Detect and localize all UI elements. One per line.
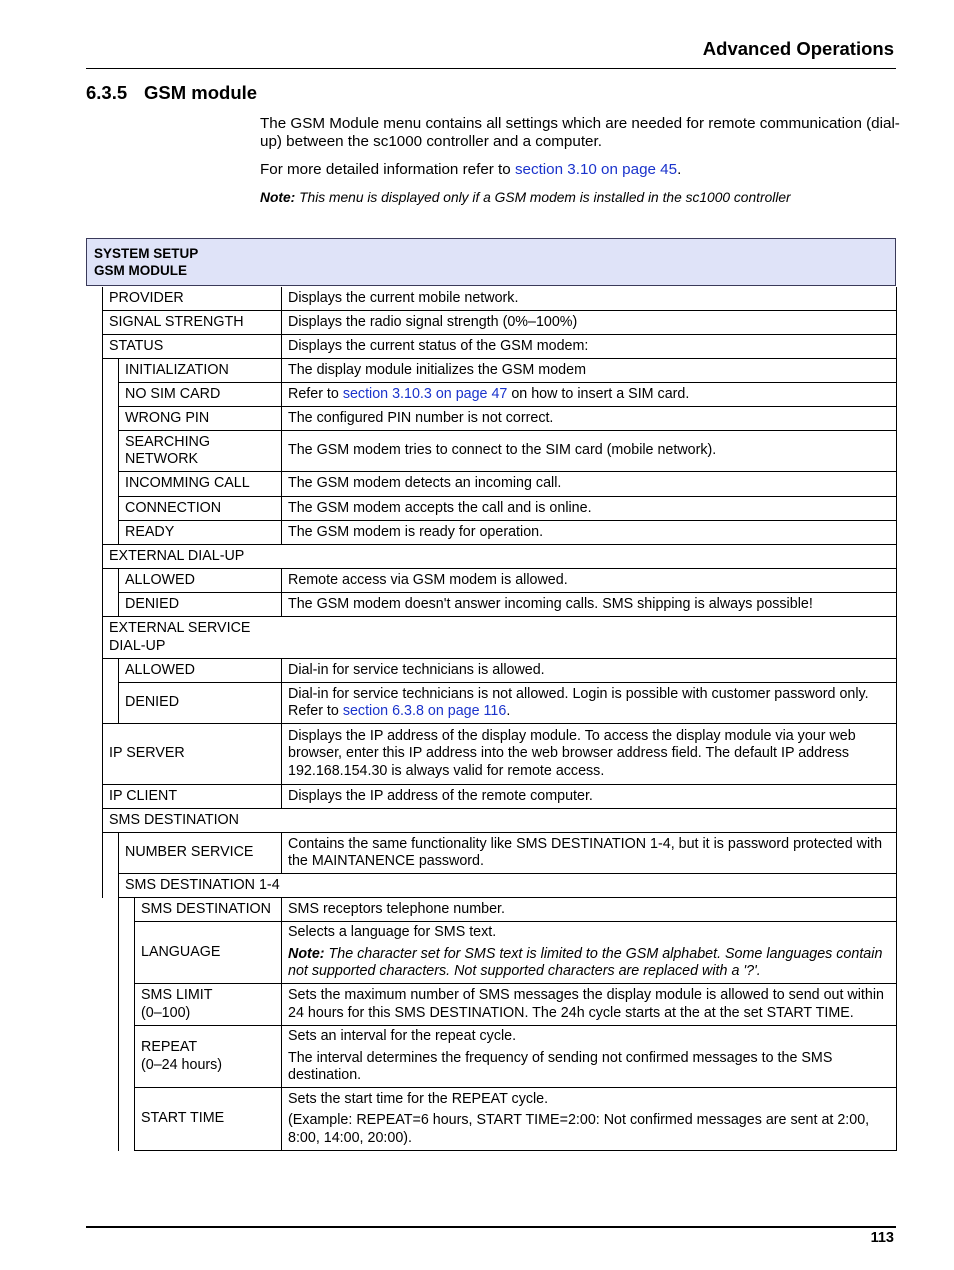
option-label: SMS DESTINATION bbox=[102, 809, 897, 833]
option-description: The GSM modem tries to connect to the SIM card (mobile network). bbox=[281, 431, 897, 472]
option-description: Dial-in for service technicians is not allowed. Login is possible with customer password only. Refer to section 6.3.8 on page 116. bbox=[281, 683, 897, 724]
section-number: 6.3.5 bbox=[86, 82, 128, 103]
option-description: Remote access via GSM modem is allowed. bbox=[281, 569, 897, 593]
table-row bbox=[0, 724, 954, 785]
option-label: CONNECTION bbox=[118, 497, 281, 521]
table-row bbox=[0, 833, 954, 874]
table-row bbox=[0, 407, 954, 431]
table-row bbox=[0, 521, 954, 545]
section-heading bbox=[86, 82, 257, 104]
table-row bbox=[0, 984, 954, 1026]
option-description: Displays the IP address of the display module. To access the display module via your web browser, enter this IP address into the web browser address field. The default IP address 192.168.154.30 is always valid for remote access. bbox=[281, 724, 897, 785]
option-description: The GSM modem accepts the call and is online. bbox=[281, 497, 897, 521]
option-label: ALLOWED bbox=[118, 659, 281, 683]
option-description: Sets the start time for the REPEAT cycle. (Example: REPEAT=6 hours, START TIME=2:00: Not confirmed messages are sent at 2:00, 8:00, 14:00, 20:00). bbox=[281, 1088, 897, 1151]
section-link[interactable]: section 3.10.3 on page 47 bbox=[342, 385, 508, 402]
option-label: SMS DESTINATION bbox=[134, 898, 281, 922]
indent-spacer bbox=[102, 683, 118, 724]
option-description: Refer to section 3.10.3 on page 47 on how to insert a SIM card. bbox=[281, 383, 897, 407]
intro-text bbox=[260, 115, 900, 217]
table-row bbox=[0, 472, 954, 497]
option-label: READY bbox=[118, 521, 281, 545]
option-label: IP SERVER bbox=[102, 724, 281, 785]
tree-indent-line bbox=[102, 833, 118, 898]
option-label: INCOMMING CALL bbox=[118, 472, 281, 497]
option-label: LANGUAGE bbox=[134, 922, 281, 984]
table-row bbox=[0, 359, 954, 383]
table-row bbox=[0, 874, 954, 898]
table-row bbox=[0, 922, 954, 984]
table-row bbox=[0, 569, 954, 593]
option-description: The display module initializes the GSM modem bbox=[281, 359, 897, 383]
table-row bbox=[0, 593, 954, 617]
table-row bbox=[0, 809, 954, 833]
table-row bbox=[0, 545, 954, 569]
section-link[interactable]: section 6.3.8 on page 116 bbox=[342, 703, 507, 719]
table-row bbox=[0, 898, 954, 922]
table-row bbox=[0, 617, 954, 659]
table-row bbox=[0, 431, 954, 472]
option-label: REPEAT (0–24 hours) bbox=[134, 1026, 281, 1088]
footer-divider bbox=[86, 1226, 896, 1228]
indent-spacer bbox=[102, 431, 118, 472]
option-label: NUMBER SERVICE bbox=[118, 833, 281, 874]
menu-path-level-1: SYSTEM SETUP bbox=[94, 246, 199, 261]
indent-spacer bbox=[102, 407, 118, 431]
table-row bbox=[0, 1088, 954, 1151]
tree-indent-line bbox=[118, 898, 134, 1151]
indent-spacer bbox=[102, 659, 118, 683]
intro-note: Note: This menu is displayed only if a GSM modem is installed in the sc1000 controller bbox=[260, 190, 791, 205]
indent-spacer bbox=[102, 359, 118, 383]
option-label: ALLOWED bbox=[118, 569, 281, 593]
option-description: Sets the maximum number of SMS messages the display module is allowed to send out within 24 hours for this SMS DESTINATION. The 24h cycle starts at the at the set START TIME. bbox=[281, 984, 897, 1026]
header-divider bbox=[86, 68, 896, 69]
option-label: SMS LIMIT (0–100) bbox=[134, 984, 281, 1026]
running-header: Advanced Operations bbox=[702, 38, 894, 59]
page-number: 113 bbox=[870, 1230, 894, 1246]
option-label: DENIED bbox=[118, 593, 281, 617]
indent-spacer bbox=[102, 593, 118, 617]
option-label: START TIME bbox=[134, 1088, 281, 1151]
table-row bbox=[0, 497, 954, 521]
section-title: GSM module bbox=[144, 82, 258, 103]
indent-spacer bbox=[102, 383, 118, 407]
table-row bbox=[0, 785, 954, 809]
option-label: NO SIM CARD bbox=[118, 383, 281, 407]
option-label: DENIED bbox=[118, 683, 281, 724]
option-label: IP CLIENT bbox=[102, 785, 281, 809]
option-description: Contains the same functionality like SMS DESTINATION 1-4, but it is password protected with the MAINTANENCE password. bbox=[281, 833, 897, 874]
option-description: Displays the current status of the GSM modem: bbox=[281, 335, 897, 359]
option-description: Sets an interval for the repeat cycle. The interval determines the frequency of sending not confirmed messages to the SMS destination. bbox=[281, 1026, 897, 1088]
option-label: SIGNAL STRENGTH bbox=[102, 311, 281, 335]
option-description: Displays the radio signal strength (0%–100%) bbox=[281, 311, 897, 335]
table-row bbox=[0, 1026, 954, 1088]
menu-path-header bbox=[86, 238, 896, 286]
option-description: Displays the IP address of the remote computer. bbox=[281, 785, 897, 809]
option-label: EXTERNAL DIAL-UP bbox=[102, 545, 897, 569]
table-row bbox=[0, 383, 954, 407]
indent-spacer bbox=[102, 497, 118, 521]
menu-path-level-2: GSM MODULE bbox=[94, 263, 187, 278]
indent-spacer bbox=[102, 472, 118, 497]
option-description: The configured PIN number is not correct. bbox=[281, 407, 897, 431]
option-label: EXTERNAL SERVICE DIAL-UP bbox=[102, 617, 897, 659]
option-label: INITIALIZATION bbox=[118, 359, 281, 383]
table-row bbox=[0, 335, 954, 359]
option-description: Dial-in for service technicians is allowed. bbox=[281, 659, 897, 683]
option-description: Selects a language for SMS text. Note: The character set for SMS text is limited to the GSM alphabet. Some languages contain not supported characters. Not supported characters are replaced with a '?'. bbox=[281, 922, 897, 984]
option-label: PROVIDER bbox=[102, 287, 281, 311]
option-description: The GSM modem detects an incoming call. bbox=[281, 472, 897, 497]
option-description: Displays the current mobile network. bbox=[281, 287, 897, 311]
option-label: WRONG PIN bbox=[118, 407, 281, 431]
section-link[interactable]: section 3.10 on page 45 bbox=[514, 161, 678, 178]
option-description: The GSM modem doesn't answer incoming calls. SMS shipping is always possible! bbox=[281, 593, 897, 617]
indent-spacer bbox=[102, 569, 118, 593]
option-label: SEARCHING NETWORK bbox=[118, 431, 281, 472]
table-row bbox=[0, 659, 954, 683]
option-description: The GSM modem is ready for operation. bbox=[281, 521, 897, 545]
option-description: SMS receptors telephone number. bbox=[281, 898, 897, 922]
indent-spacer bbox=[102, 521, 118, 545]
table-row bbox=[0, 287, 954, 311]
option-label: SMS DESTINATION 1-4 bbox=[118, 874, 897, 898]
intro-paragraph: The GSM Module menu contains all settings which are needed for remote communication (dial-up) between the sc1000 controller and a computer. bbox=[260, 115, 900, 150]
table-row bbox=[0, 311, 954, 335]
table-row bbox=[0, 683, 954, 724]
option-label: STATUS bbox=[102, 335, 281, 359]
intro-reference: For more detailed information refer to section 3.10 on page 45. bbox=[260, 161, 682, 178]
